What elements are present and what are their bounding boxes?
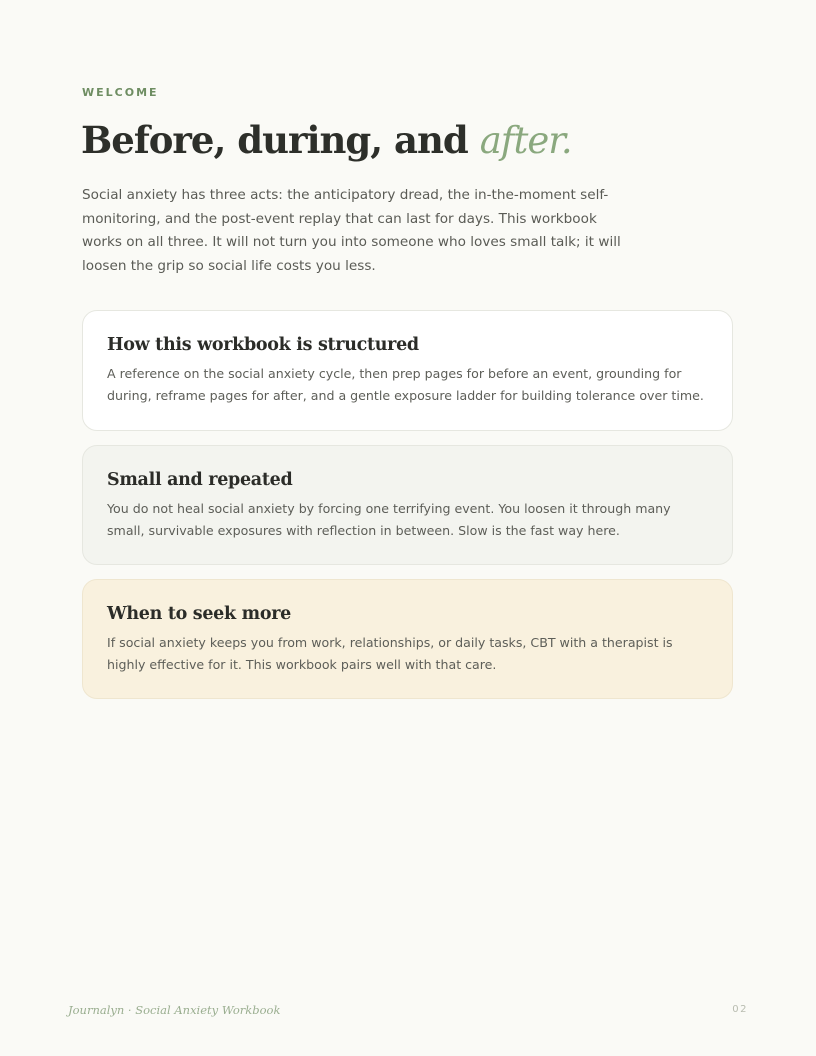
page-number: 02 (732, 1004, 748, 1015)
card-title: When to seek more (107, 604, 291, 624)
card-body: If social anxiety keeps you from work, relationships, or daily tasks, CBT with a therapist is highly effective for it. This workbook pairs well with that care. (107, 635, 673, 672)
page-title (81, 116, 572, 165)
intro-paragraph: Social anxiety has three acts: the anticipatory dread, the in-the-moment self-monitoring, and the post-event replay that can last for days. This workbook works on all three. It will not turn you into someone who loves small talk; it will loosen the grip so social life costs you less. (82, 187, 621, 274)
card-title: How this workbook is structured (107, 335, 419, 355)
card-body: A reference on the social anxiety cycle, then prep pages for before an event, grounding for during, reframe pages for after, and a gentle exposure ladder for building tolerance over time. (107, 366, 704, 403)
section-eyebrow: WELCOME (82, 86, 159, 99)
page-title-main: Before, during, and (81, 118, 468, 162)
card-seek-more (82, 579, 733, 699)
card-small-and-repeated (82, 445, 733, 565)
page-title-accent: after. (479, 119, 572, 162)
footer-title: Journalyn · Social Anxiety Workbook (68, 1003, 281, 1017)
card-structure (82, 310, 733, 431)
card-title: Small and repeated (107, 470, 293, 490)
card-body: You do not heal social anxiety by forcing one terrifying event. You loosen it through many small, survivable exposures with reflection in between. Slow is the fast way here. (107, 501, 671, 538)
